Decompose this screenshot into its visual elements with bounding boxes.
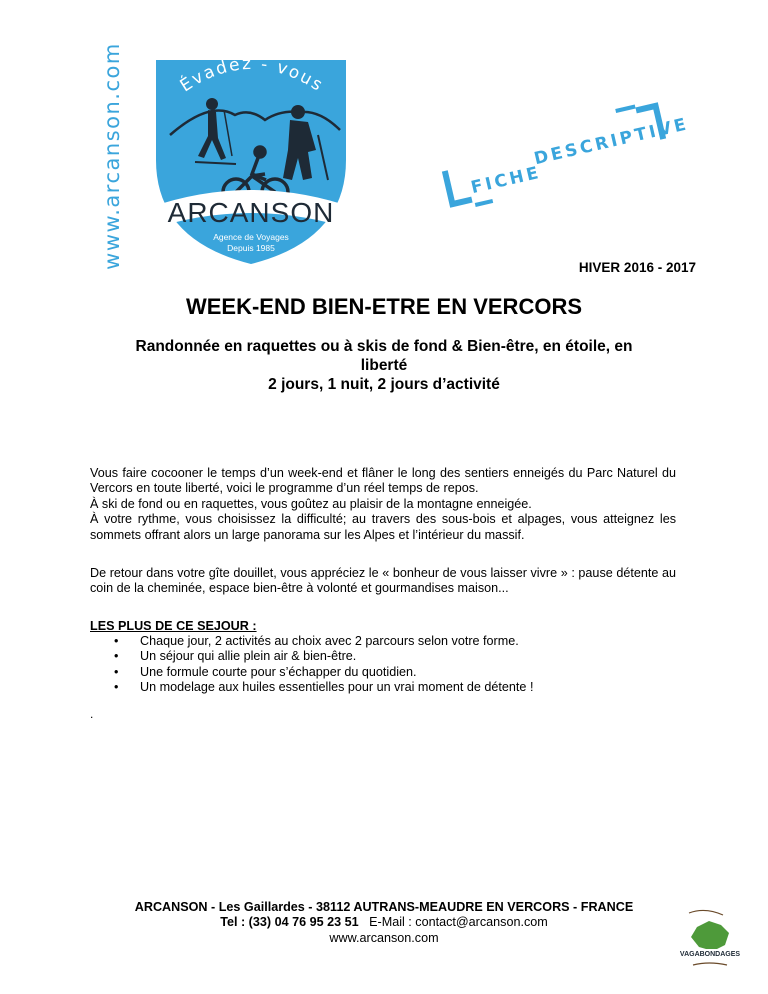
second-paragraph: De retour dans votre gîte douillet, vous appréciez le « bonheur de vous laisser vivre » : pause détente au coin de la cheminée, espace bien-être à volonté et gourmandises maison... <box>90 566 676 596</box>
logo-tagline-2: Depuis 1985 <box>227 243 275 253</box>
document-title: WEEK-END BIEN-ETRE EN VERCORS <box>185 294 583 319</box>
bullet-icon: • <box>114 649 119 664</box>
document-subtitle <box>96 337 672 394</box>
vagabondages-logo <box>675 905 745 971</box>
logo-tagline-1: Agence de Voyages <box>213 232 289 242</box>
intro-text-2: À ski de fond ou en raquettes, vous goûtez au plaisir de la montagne enneigée. <box>90 496 532 511</box>
logo-brand: ARCANSON <box>167 197 335 228</box>
partner-name: VAGABONDAGES <box>679 951 741 958</box>
footer-website[interactable]: www.arcanson.com <box>329 930 439 945</box>
highlights-list <box>114 634 533 696</box>
footer <box>0 900 768 946</box>
stray-dot: . <box>90 707 94 721</box>
subtitle-line-2: liberté <box>360 357 408 374</box>
france-map-icon <box>675 905 745 971</box>
footer-address: ARCANSON - Les Gaillardes - 38112 AUTRANS-MEAUDRE EN VERCORS - FRANCE <box>134 900 634 914</box>
list-item: • Chaque jour, 2 activités au choix avec 2 parcours selon votre forme. <box>114 634 519 648</box>
intro-paragraph <box>90 466 676 543</box>
bullet-icon: • <box>114 634 119 648</box>
list-item: • Un modelage aux huiles essentielles pour un vrai moment de détente ! <box>114 680 534 695</box>
intro-text-3: À votre rythme, vous choisissez la difficulté; au travers des sous-bois et alpages, vous atteignez les sommets offrant alors un large panorama sur les Alpes et l’intérieur du massif. <box>90 512 676 542</box>
arcanson-shield-icon <box>140 40 362 268</box>
subtitle-line-1: Randonnée en raquettes ou à skis de fond & Bien-être, en étoile, en <box>135 338 633 355</box>
bullet-icon: • <box>114 664 119 679</box>
highlights-heading: LES PLUS DE CE SEJOUR : <box>90 619 257 633</box>
stamp-icon <box>438 90 691 220</box>
subtitle-line-3: 2 jours, 1 nuit, 2 jours d’activité <box>268 376 500 393</box>
fiche-descriptive-stamp <box>438 90 691 220</box>
stamp-word-2: DESCRIPTIVE <box>532 114 691 170</box>
logo-slogan: Évadez - vous <box>176 53 328 97</box>
season-label: HIVER 2016 - 2017 <box>578 260 696 275</box>
bullet-icon: • <box>114 680 119 695</box>
vertical-website-text <box>96 42 128 270</box>
intro-text-1: Vous faire cocooner le temps d’un week-end et flâner le long des sentiers enneigés du Parc Naturel du Vercors en toute liberté, voici le programme d’un réel temps de repos. <box>90 466 676 496</box>
list-item: • Une formule courte pour s’échapper du quotidien. <box>114 664 417 679</box>
website-vertical-label: www.arcanson.com <box>100 42 125 270</box>
stamp-word-1: FICHE <box>469 162 544 199</box>
footer-phone: Tel : (33) 04 76 95 23 51 <box>220 915 359 930</box>
footer-contact <box>0 915 768 930</box>
arcanson-logo <box>140 40 362 268</box>
footer-email[interactable]: E-Mail : contact@arcanson.com <box>369 915 548 930</box>
list-item: • Un séjour qui allie plein air & bien-être. <box>114 649 357 664</box>
